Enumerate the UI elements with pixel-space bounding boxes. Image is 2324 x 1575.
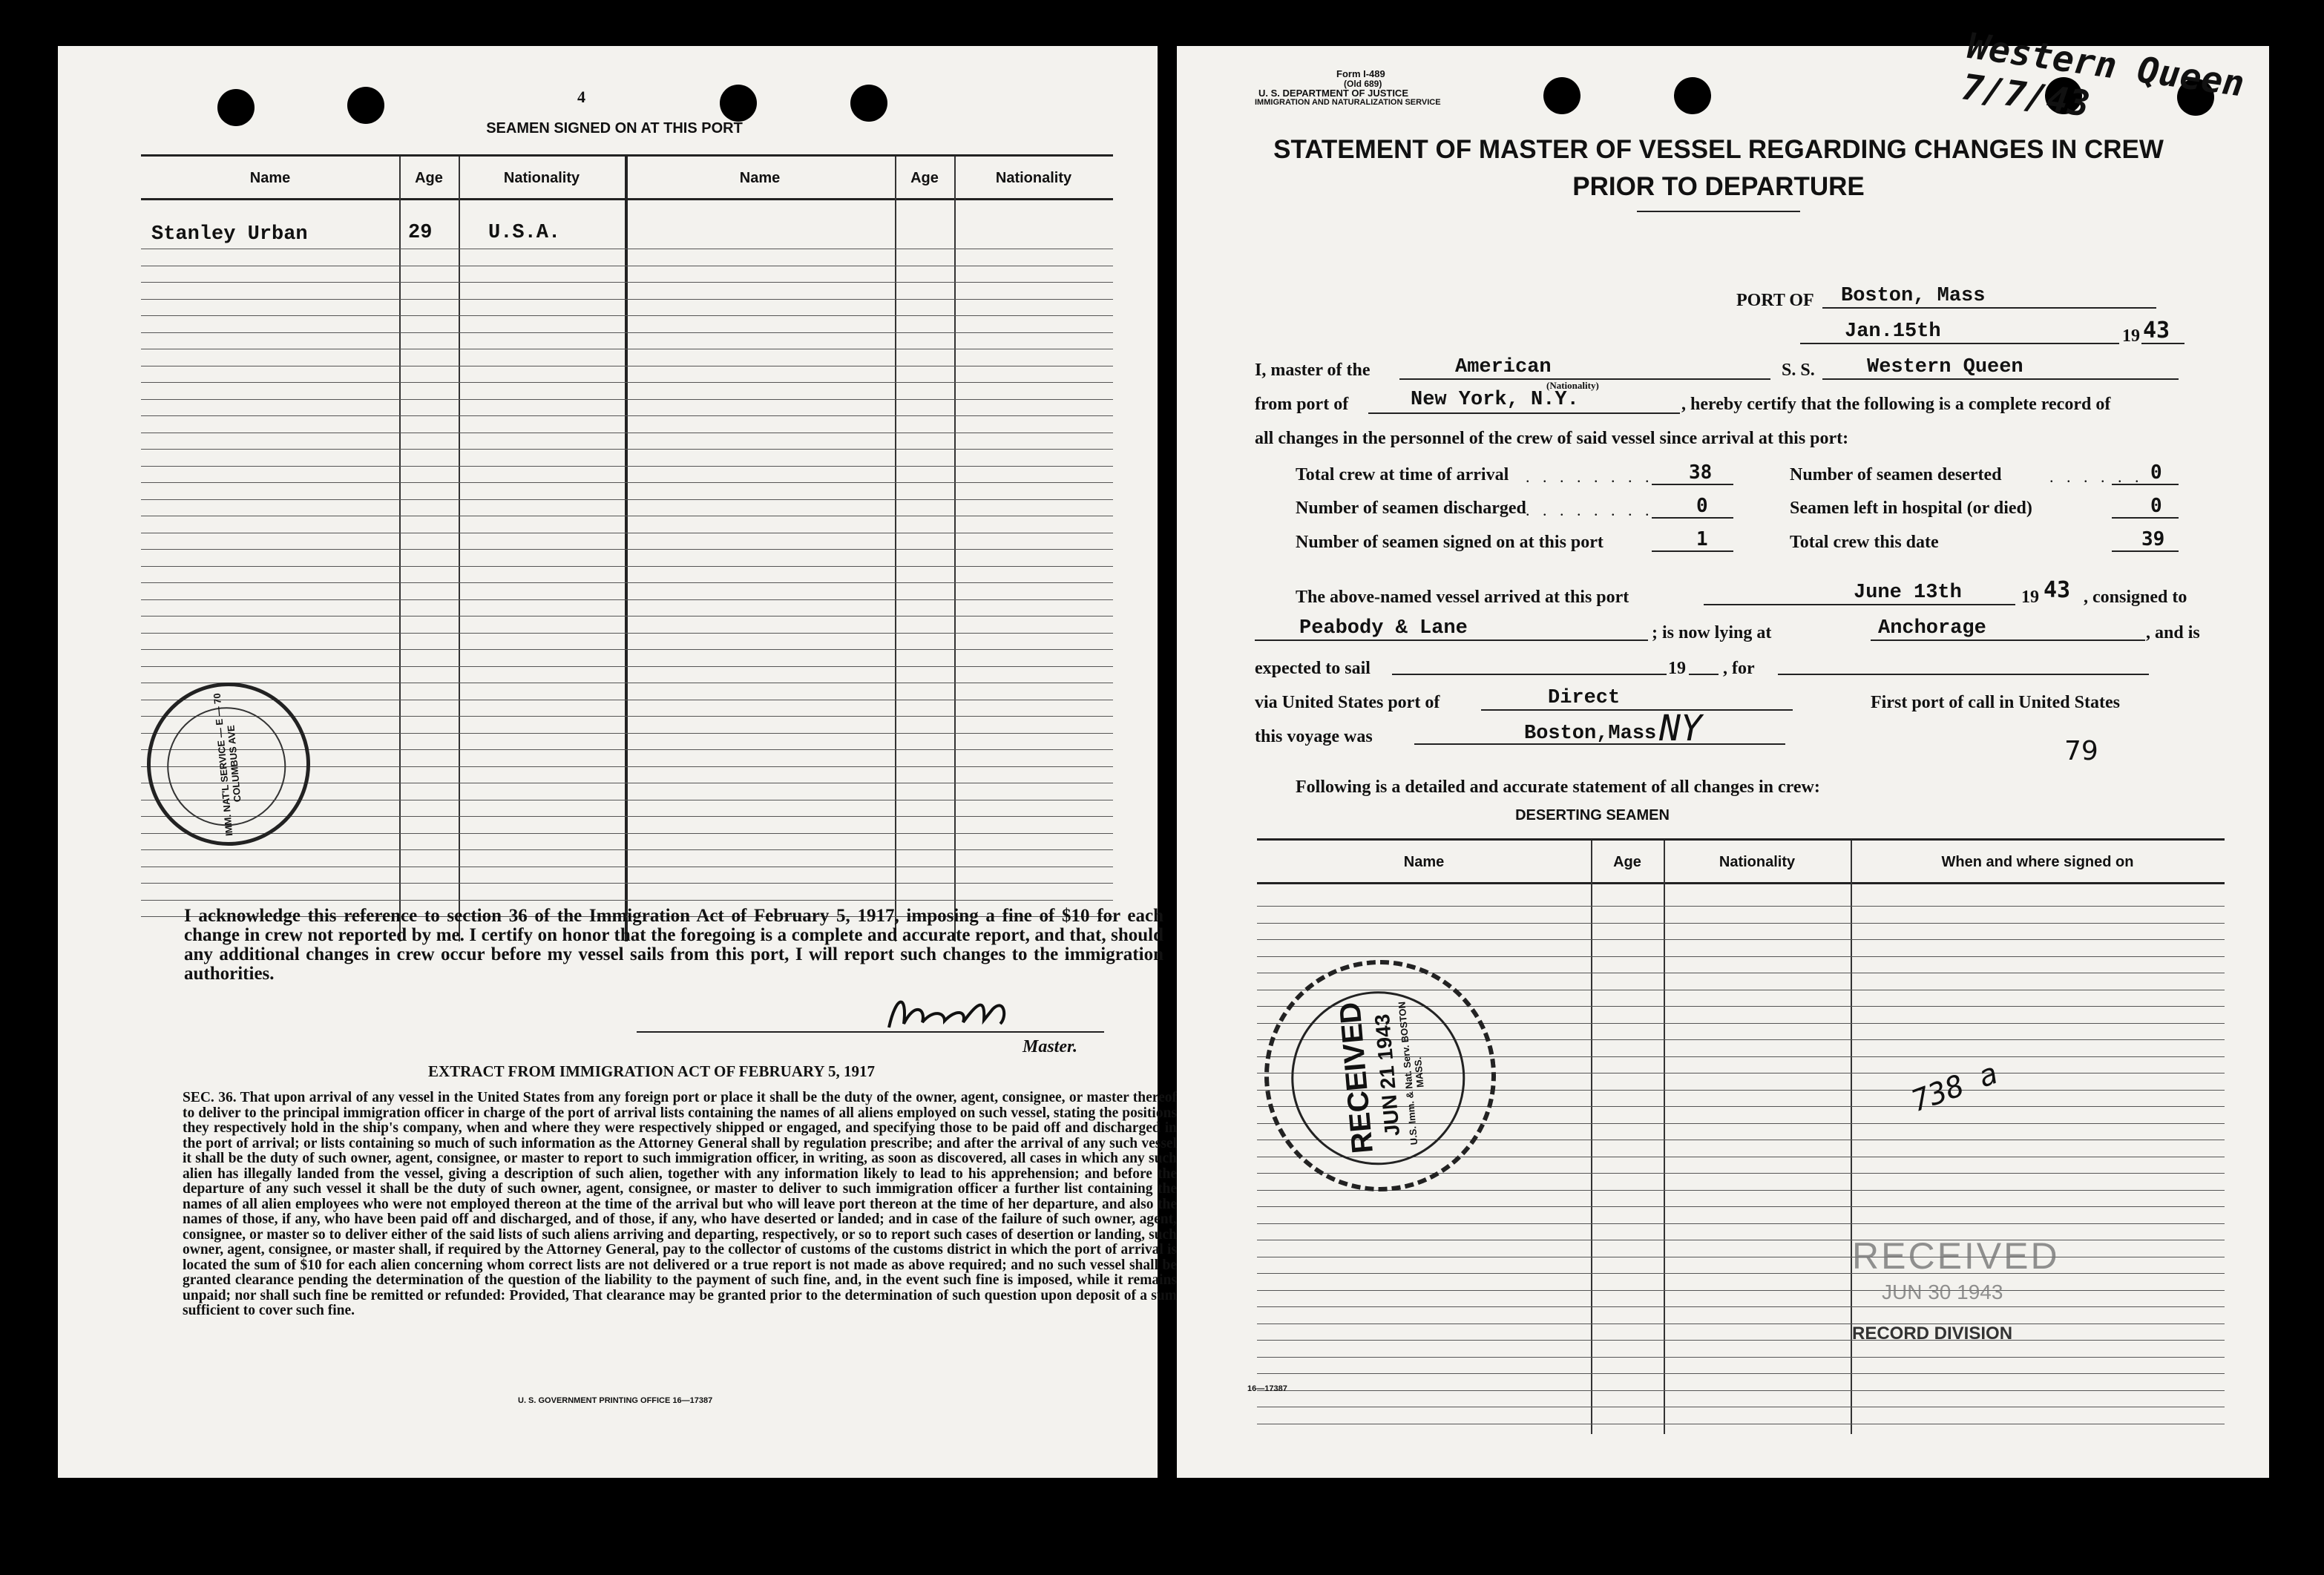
expected-label: expected to sail — [1255, 659, 1371, 678]
arrived-year: 43 — [2044, 577, 2071, 603]
table-rule — [1257, 1357, 2225, 1358]
table-rule — [141, 633, 1113, 634]
vessel-name: Western Queen — [1867, 356, 2023, 378]
col-header-age: Age — [910, 170, 939, 186]
certify-text: , hereby certify that the following is a complete record of — [1681, 395, 2111, 414]
stat-discharged-label: Number of seamen discharged — [1296, 499, 1526, 518]
punch-hole — [347, 87, 384, 124]
voyage-hand-value: NY — [1659, 708, 1702, 749]
lying-line — [1871, 639, 2145, 641]
table-rule — [1257, 956, 2225, 957]
printer-imprint: U. S. GOVERNMENT PRINTING OFFICE 16—17387 — [518, 1396, 713, 1405]
extract-text: SEC. 36. That upon arrival of any vessel in the United States from any foreign port or place it shall be the duty of the owner, agent, consignee, or master thereof to deliver to the principal immigration officer in charge of the port of arrival lists containing the names of all aliens employed on such vessel, stating the positions they respectively hold in the ship's company, when and where they were respectively shipped or engaged, and specifying those to be paid off and discharged in the port of arrival; or lists containing so much of such information as the Attorney General shall by regulation prescribe; and after the arrival of any such vessel it shall be the duty of such owner, agent, consignee, or master to report to such immigration officer, in writing, as soon as discovered, all cases in which any such alien has illegally landed from the vessel, giving a description of such alien, together with any information likely to lead to his apprehension; and before the departure of any such vessel it shall be the duty of such owner, agent, consignee, or master to deliver to such immigration officer a further list containing the names of all alien employees who were not employed thereon at the time of the arrival but who will leave port thereon at the time of her departure, and also the names of those, if any, who have been paid off and discharged, and of those, if any, who have deserted or landed; and in case of the failure of such owner, agent, consignee, or master so to deliver either of the said lists of such aliens arriving and departing, respectively, or so to report such cases of desertion or landing, such owner, agent, consignee, or master shall, if required by the Attorney General, pay to the collector of customs of the customs district in which the port of arrival is located the sum of $10 for each alien concerning whom correct lists are not delivered or a true report is not made as above required; and no such vessel shall be granted clearance pending the determination of the question of the liability to the payment of such fine, and, in the event such fine is imposed, while it remains unpaid; nor shall such fine be remitted or refunded: Provided, That clearance may be granted prior to the determination of such question upon deposit of a sum sufficient to cover such fine. — [183, 1090, 1177, 1318]
record-division-stamp: RECEIVED JUN 30 1943 RECORD DIVISION — [1852, 1235, 2060, 1344]
punch-hole — [850, 85, 887, 122]
table-rule — [1257, 1390, 2225, 1391]
master-of-label: I, master of the — [1255, 361, 1371, 380]
stat-deserted-label: Number of seamen deserted — [1790, 465, 2002, 484]
printer-imprint: 16—17387 — [1247, 1384, 1287, 1393]
stat-line — [2112, 550, 2179, 552]
desert-col-signed-on: When and where signed on — [1941, 854, 2134, 870]
col-header-name: Name — [739, 170, 781, 186]
punch-hole — [1674, 77, 1711, 114]
expected-year-line — [1689, 674, 1719, 675]
lying-at-value: Anchorage — [1878, 617, 1986, 639]
table-rule — [141, 299, 1113, 300]
left-page — [58, 46, 1177, 1478]
table-rule — [141, 415, 1113, 416]
consignee-line — [1255, 639, 1648, 641]
consignee-value: Peabody & Lane — [1299, 617, 1468, 639]
table-rule — [141, 549, 1113, 550]
table-rule — [141, 499, 1113, 500]
voyage-label: this voyage was — [1255, 727, 1373, 746]
form-title-line1: STATEMENT OF MASTER OF VESSEL REGARDING CHANGES IN CREW — [1273, 135, 2164, 164]
master-label: Master. — [1023, 1037, 1078, 1056]
year-value: 43 — [2143, 318, 2170, 343]
acknowledgement-text: I acknowledge this reference to section 36 of the Immigration Act of February 5, 1917, imposing a fine of $10 for each change in crew not reported by me. I certify on honor that the foregoing is a complete and accurate report, and that, should any additional changes in crew occur before my vessel sails from this port, I will report such changes to the immigration authorities. — [184, 906, 1163, 984]
desert-col-name: Name — [1403, 854, 1445, 870]
leader-dots: . . . . . . . . — [1526, 501, 1654, 519]
stat-line — [1652, 484, 1733, 485]
signature-line — [637, 1031, 1104, 1033]
stat-deserted-value: 0 — [2150, 461, 2162, 484]
table-rule — [1257, 939, 2225, 940]
handwritten-note: 738 a — [1906, 1056, 2003, 1119]
right-page — [1177, 24, 2269, 1478]
stat-hospital-value: 0 — [2150, 495, 2162, 517]
table-rule — [1257, 1223, 2225, 1224]
table-row-name: Stanley Urban — [151, 223, 308, 246]
via-label: via United States port of — [1255, 693, 1440, 712]
table-rule — [1257, 923, 2225, 924]
table-row-age: 29 — [408, 222, 433, 244]
expected-year-prefix: 19 — [1668, 659, 1686, 678]
table-rule — [141, 382, 1113, 383]
arrived-line — [1704, 604, 2015, 605]
stat-line — [1652, 550, 1733, 552]
lying-label: ; is now lying at — [1652, 623, 1772, 642]
stat-signed-on-label: Number of seamen signed on at this port — [1296, 533, 1604, 552]
table-rule — [141, 900, 1113, 901]
table-rule — [141, 582, 1113, 583]
arrived-label: The above-named vessel arrived at this port — [1296, 588, 1629, 607]
number-79: 79 — [2064, 736, 2098, 766]
vessel-line — [1822, 378, 2179, 380]
from-port-value: New York, N.Y. — [1411, 389, 1579, 411]
year-prefix: 19 — [2122, 326, 2140, 346]
table-rule — [1257, 1190, 2225, 1191]
for-label: , for — [1723, 659, 1755, 678]
table-rule — [141, 399, 1113, 400]
voyage-line — [1414, 743, 1785, 745]
table-rule — [1257, 1290, 2225, 1291]
table-rule — [1257, 1340, 2225, 1341]
year-line — [2141, 343, 2185, 344]
punch-hole — [217, 89, 255, 126]
col-header-name: Name — [249, 170, 291, 186]
table-rule — [141, 282, 1113, 283]
arrived-date: June 13th — [1854, 582, 1962, 604]
table-rule — [141, 849, 1113, 850]
expected-line — [1392, 674, 1667, 675]
table-rule — [1257, 1273, 2225, 1274]
table-rule — [141, 332, 1113, 333]
table-rule — [141, 449, 1113, 450]
nationality-caption: (Nationality) — [1546, 380, 1599, 391]
stat-total-date-label: Total crew this date — [1790, 533, 1939, 552]
table-rule — [1257, 1306, 2225, 1307]
and-is-label: , and is — [2146, 623, 2200, 642]
stat-line — [2112, 517, 2179, 519]
from-port-line — [1368, 412, 1680, 414]
arrived-year-prefix: 19 — [2021, 588, 2039, 607]
table-rule — [1257, 906, 2225, 907]
via-line — [1481, 709, 1793, 711]
col-header-nationality: Nationality — [503, 170, 580, 186]
stat-total-arrival-label: Total crew at time of arrival — [1296, 465, 1509, 484]
date-line — [1800, 343, 2119, 344]
desert-col-age: Age — [1613, 854, 1641, 870]
stat-total-date-value: 39 — [2141, 528, 2165, 550]
stat-line — [1652, 517, 1733, 519]
form-number: Form I-489 — [1336, 68, 1385, 79]
signed-on-table — [141, 154, 1113, 941]
stat-line — [2112, 484, 2179, 485]
section-title: SEAMEN SIGNED ON AT THIS PORT — [486, 120, 743, 137]
form-old: (Old 689) — [1344, 79, 1382, 89]
table-rule — [141, 649, 1113, 650]
service: IMMIGRATION AND NATURALIZATION SERVICE — [1255, 98, 1441, 107]
leader-dots: . . . . . . — [2049, 467, 2144, 486]
received-stamp: RECEIVED JUN 21 1943 U.S. Imm. & Nat. Serv. BOSTON MASS. — [1255, 950, 1506, 1201]
deserting-title: DESERTING SEAMEN — [1515, 807, 1670, 823]
stat-total-arrival-value: 38 — [1689, 461, 1713, 484]
date-value: Jan.15th — [1845, 320, 1941, 343]
following-label: Following is a detailed and accurate statement of all changes in crew: — [1296, 777, 1820, 797]
table-rule — [1257, 1373, 2225, 1374]
table-rule — [141, 566, 1113, 567]
ss-label: S. S. — [1782, 361, 1815, 380]
punch-hole — [720, 85, 757, 122]
table-rule — [141, 466, 1113, 467]
immigration-stamp: IMM. NAT'L SERVICE — E — 70 COLUMBUS AVE — [140, 676, 317, 852]
table-rule — [1257, 1206, 2225, 1207]
table-rule — [141, 315, 1113, 316]
stat-hospital-label: Seamen left in hospital (or died) — [1790, 499, 2032, 518]
punch-hole — [1543, 77, 1580, 114]
table-rule — [141, 599, 1113, 600]
table-rule — [141, 833, 1113, 834]
leader-dots: . . . . . . . . — [1526, 467, 1654, 486]
port-label: PORT OF — [1736, 291, 1814, 310]
extract-title: EXTRACT FROM IMMIGRATION ACT OF FEBRUARY 5, 1917 — [427, 1062, 876, 1080]
voyage-port-value: Boston,Mass — [1524, 723, 1657, 745]
for-line — [1778, 674, 2149, 675]
port-value: Boston, Mass — [1841, 285, 1986, 307]
page-number: 4 — [577, 88, 585, 106]
certify-text2: all changes in the personnel of the crew of said vessel since arrival at this port: — [1255, 429, 1849, 448]
stat-discharged-value: 0 — [1696, 495, 1708, 517]
consigned-label: , consigned to — [2084, 588, 2187, 607]
nationality-value: American — [1455, 356, 1552, 378]
port-line — [1822, 307, 2156, 309]
table-row-nationality: U.S.A. — [488, 222, 561, 244]
col-header-age: Age — [415, 170, 443, 186]
handwritten-corner: Western Queen 7/7/43 — [1959, 24, 2247, 125]
table-rule — [141, 883, 1113, 884]
via-port-value: Direct — [1548, 687, 1621, 709]
desert-col-nationality: Nationality — [1719, 854, 1796, 870]
form-title-line2: PRIOR TO DEPARTURE — [1572, 172, 1865, 201]
table-rule — [141, 666, 1113, 667]
from-port-label: from port of — [1255, 395, 1349, 414]
first-port-label: First port of call in United States — [1871, 693, 2120, 712]
col-header-nationality: Nationality — [995, 170, 1072, 186]
stat-signed-on-value: 1 — [1696, 528, 1708, 550]
table-rule — [141, 482, 1113, 483]
department: U. S. DEPARTMENT OF JUSTICE — [1258, 88, 1408, 99]
title-rule — [1637, 211, 1800, 212]
